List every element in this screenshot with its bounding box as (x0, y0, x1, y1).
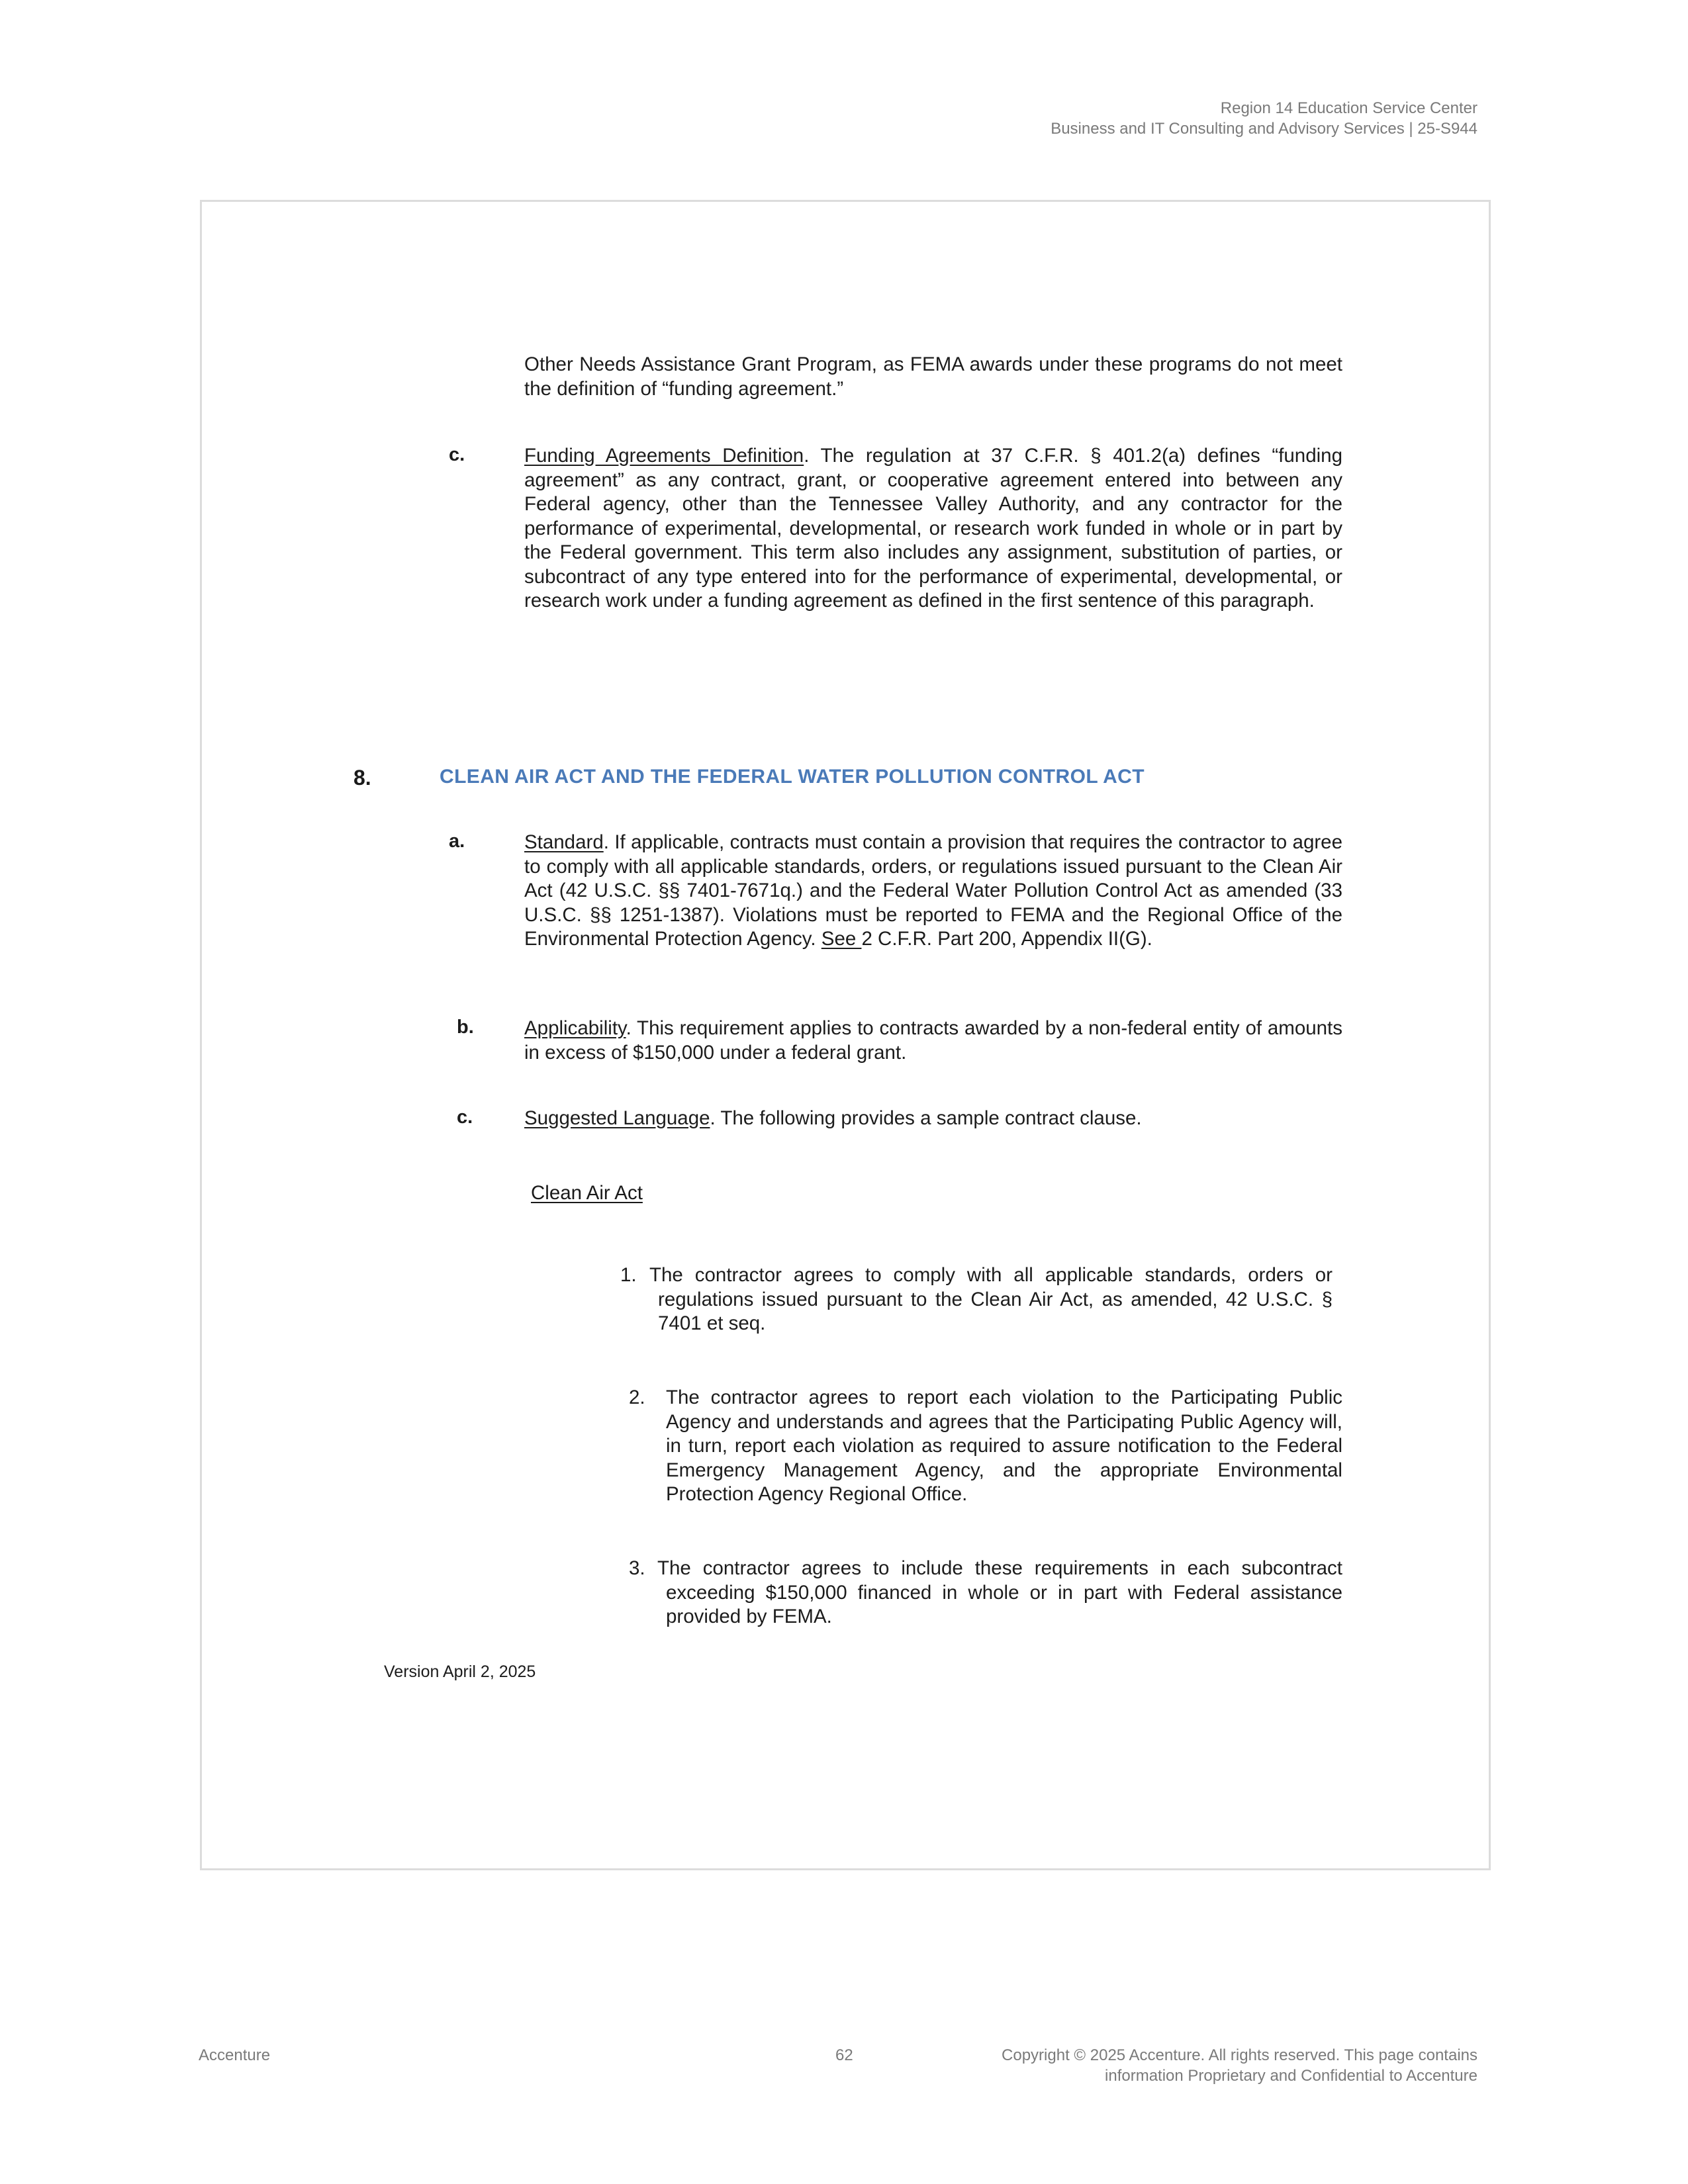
continuation-paragraph (524, 353, 1342, 401)
funding-agreements-title: Funding Agreements Definition (524, 445, 804, 467)
funding-agreements-paragraph (524, 444, 1342, 614)
continuation-text: Other Needs Assistance Grant Program, as FEMA awards under these programs do not meet the definition of “funding agreement.” (524, 353, 1342, 400)
header-organization: Region 14 Education Service Center (1220, 99, 1477, 117)
suggested-language-text: . The following provides a sample contract clause. (710, 1107, 1142, 1129)
suggested-language-title: Suggested Language (524, 1107, 710, 1129)
clause-1-number: 1. (620, 1264, 637, 1286)
clean-air-act-subheading: Clean Air Act (531, 1182, 643, 1204)
clause-2-text: The contractor agrees to report each violation to the Participating Public Agency and understands and agrees that the Participating Public Agency will, in turn, report each violation as required to assure notification to the Federal Emergency Management Agency, and the appropriate Environmental Protection Agency Regional Office. (666, 1387, 1342, 1505)
standard-title: Standard (524, 831, 604, 853)
standard-text-1: . If applicable, contracts must contain a provision that requires the contractor to agree to comply with all applicable standards, orders, or regulations issued pursuant to the Clean Air Act (42 U.S.C. §§ 7401-7671q.) and the Federal Water Pollution Control Act as amended (33 U.S.C. §§ 1251-1387). Violations must be reported to FEMA and the Regional Office of the Environmental Protection Agency. (524, 831, 1342, 950)
item-label-b: b. (457, 1017, 474, 1038)
item-label-c-prev: c. (449, 444, 465, 465)
header-project: Business and IT Consulting and Advisory Services | 25-S944 (1051, 120, 1477, 138)
see-reference: See (821, 928, 862, 950)
suggested-language-paragraph (524, 1107, 1342, 1131)
applicability-title: Applicability (524, 1017, 626, 1039)
funding-agreements-text: . The regulation at 37 C.F.R. § 401.2(a) defines “funding agreement” as any contract, grant, or cooperative agreement entered into between any Federal agency, other than the Tennessee Valley Authority, and any contractor for the performance of experimental, developmental, or research work funded in whole or in part by the Federal government. This term also includes any assignment, substitution of parties, or subcontract of any type entered into for the performance of experimental, developmental, or research work under a funding agreement as defined in the first sentence of this paragraph. (524, 445, 1342, 612)
clause-1-text: The contractor agrees to comply with all applicable standards, orders or regulations issued pursuant to the Clean Air Act, as amended, 42 U.S.C. § 7401 et seq. (649, 1264, 1333, 1334)
item-label-a: a. (449, 831, 465, 852)
footer-copyright (1002, 2045, 1477, 2086)
footer-copyright-line1: Copyright © 2025 Accenture. All rights reserved. This page contains (1002, 2046, 1477, 2064)
standard-paragraph (524, 831, 1342, 952)
section-title: CLEAN AIR ACT AND THE FEDERAL WATER POLLUTION CONTROL ACT (440, 766, 1145, 788)
footer-page-number: 62 (835, 2046, 853, 2064)
footer-company: Accenture (199, 2046, 271, 2064)
standard-text-2: 2 C.F.R. Part 200, Appendix II(G). (861, 928, 1152, 950)
version-note: Version April 2, 2025 (384, 1662, 536, 1681)
section-number: 8. (353, 766, 371, 790)
applicability-paragraph (524, 1017, 1342, 1065)
clause-3-text: The contractor agrees to include these requirements in each subcontract exceeding $150,000 financed in whole or in part with Federal assistance provided by FEMA. (657, 1557, 1342, 1627)
footer-copyright-line2: information Proprietary and Confidential to Accenture (1105, 2067, 1477, 2085)
applicability-text: . This requirement applies to contracts awarded by a non-federal entity of amounts in excess of $150,000 under a federal grant. (524, 1017, 1342, 1064)
page-header (1051, 98, 1477, 139)
clause-3-number: 3. (629, 1557, 645, 1579)
item-label-c: c. (457, 1107, 473, 1128)
clause-2-number: 2. (629, 1387, 645, 1408)
